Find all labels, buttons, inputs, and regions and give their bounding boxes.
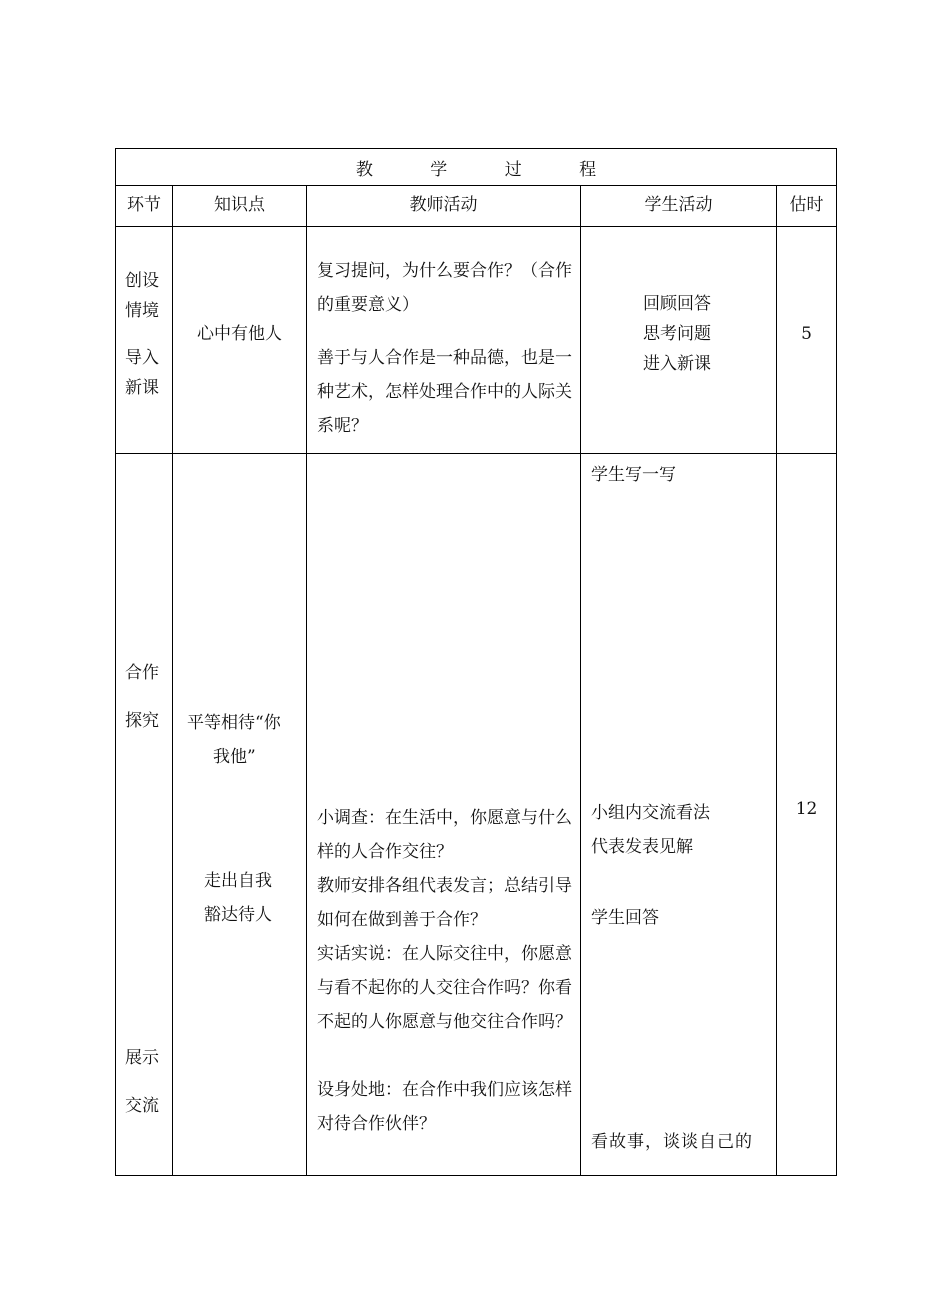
student-text: 回顾回答 [643, 294, 711, 314]
stage-cell [116, 227, 173, 454]
stage-text: 展示 [125, 1048, 159, 1068]
table-title: 教 学 过 程 [116, 149, 837, 186]
student-text: 学生回答 [591, 908, 659, 928]
header-teacher [307, 186, 581, 227]
teaching-process-table [115, 148, 837, 1176]
student-cell [581, 227, 777, 454]
stage-text: 导入 [125, 348, 159, 368]
stage-text: 合作 [125, 663, 159, 683]
time-cell [777, 454, 837, 1176]
student-text: 代表发表见解 [591, 837, 693, 857]
header-teacher-label: 教师活动 [409, 195, 478, 215]
stage-text: 交流 [125, 1096, 159, 1116]
knowledge-cell [173, 454, 307, 1176]
time-text: 5 [801, 324, 812, 344]
stage-text: 创设 [125, 271, 159, 291]
teacher-paragraph: 设身处地：在合作中我们应该怎样对待合作伙伴？ [317, 1080, 572, 1134]
stage-text: 探究 [125, 711, 159, 731]
knowledge-text: 我他” [213, 747, 256, 767]
teacher-cell [307, 227, 581, 454]
header-knowledge [173, 186, 307, 227]
student-text: 学生写一写 [591, 465, 676, 485]
time-cell [777, 227, 837, 454]
header-time-label: 估时 [789, 195, 824, 215]
student-cell [581, 454, 777, 1176]
table-row [116, 454, 837, 1176]
student-text: 进入新课 [643, 354, 711, 374]
teacher-paragraph: 复习提问，为什么要合作？（合作的重要意义） [317, 261, 572, 315]
header-stage [116, 186, 173, 227]
student-text: 小组内交流看法 [591, 803, 710, 823]
header-student [581, 186, 777, 227]
knowledge-cell [173, 227, 307, 454]
knowledge-text: 平等相待“你 [187, 713, 281, 733]
teacher-paragraph: 小调查：在生活中，你愿意与什么样的人合作交往？ [317, 808, 572, 862]
knowledge-text: 走出自我 [204, 871, 272, 891]
teacher-cell [307, 454, 581, 1176]
table-row [116, 227, 837, 454]
stage-text: 新课 [125, 378, 159, 398]
table-header-row [116, 186, 837, 227]
table-title-row [116, 149, 837, 186]
header-student-label: 学生活动 [644, 195, 713, 215]
knowledge-text: 豁达待人 [204, 905, 272, 925]
time-text: 12 [795, 799, 818, 819]
knowledge-text: 心中有他人 [197, 324, 282, 344]
student-text: 思考问题 [643, 324, 711, 344]
teacher-paragraph: 实话实说：在人际交往中，你愿意与看不起你的人交往合作吗？你看不起的人你愿意与他交往合作吗？ [317, 944, 572, 1032]
teacher-paragraph: 善于与人合作是一种品德，也是一种艺术，怎样处理合作中的人际关系呢？ [317, 348, 572, 436]
header-stage-label: 环节 [127, 195, 161, 215]
stage-cell [116, 454, 173, 1176]
stage-text: 情境 [125, 301, 159, 321]
student-text: 看故事，谈谈自己的 [591, 1132, 753, 1152]
teacher-paragraph: 教师安排各组代表发言；总结引导如何在做到善于合作？ [317, 876, 572, 930]
header-knowledge-label: 知识点 [214, 195, 265, 215]
header-time [777, 186, 837, 227]
